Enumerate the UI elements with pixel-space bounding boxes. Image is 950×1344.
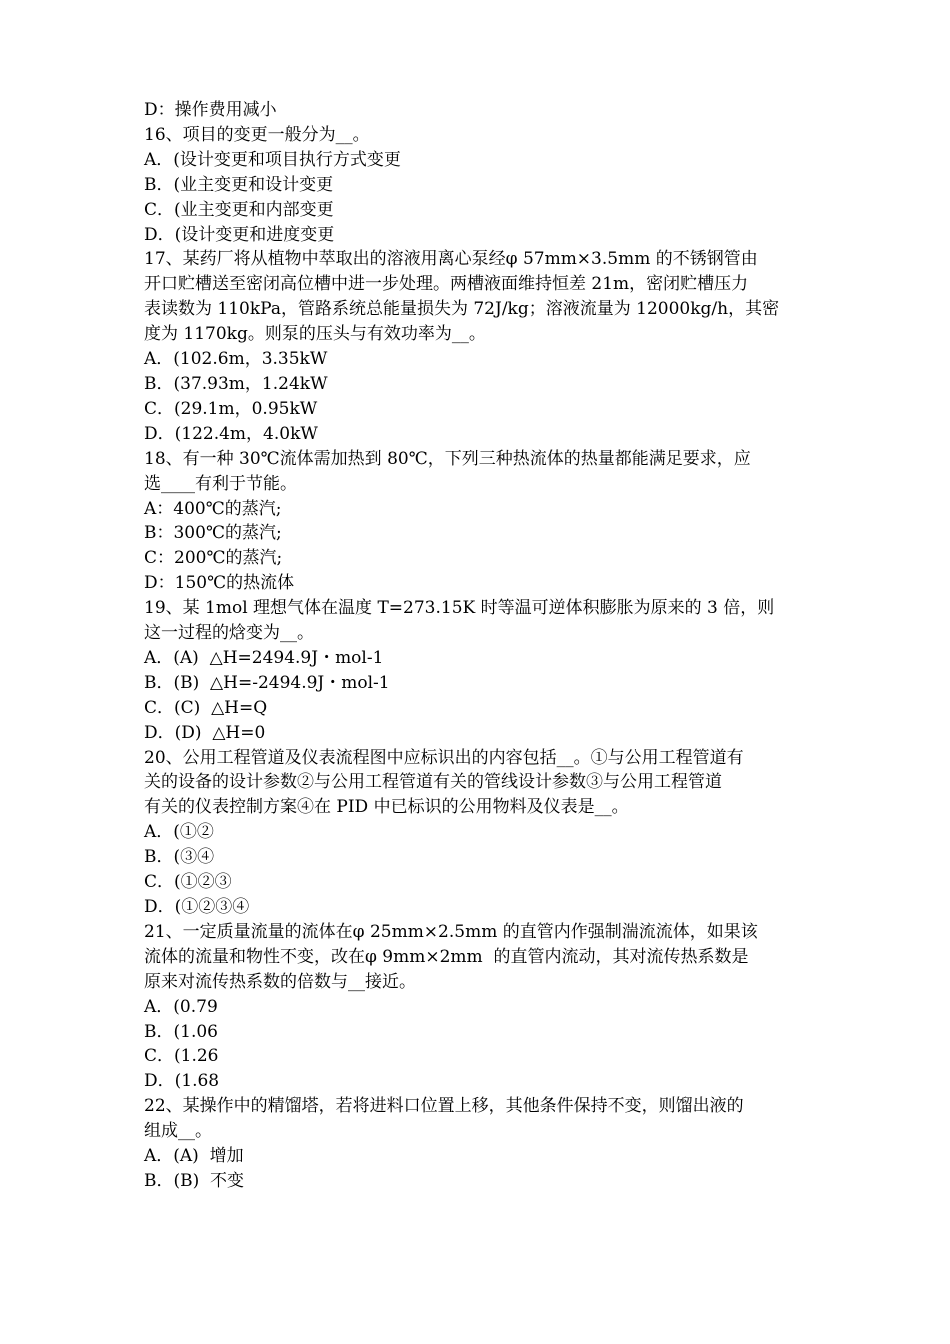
option-d-q15: D：操作费用减小 <box>144 100 277 120</box>
option-b-q17: B．(37.93m，1.24kW <box>144 373 328 394</box>
option-b-q16: B．(业主变更和设计变更 <box>144 174 334 195</box>
option-c-q21: C．(1.26 <box>144 1046 219 1067</box>
option-b-q22: B．(B) 不变 <box>144 1170 245 1191</box>
option-a-q16: A．(设计变更和项目执行方式变更 <box>144 149 401 170</box>
question-16: 16、项目的变更一般分为__。 <box>144 124 370 145</box>
option-a-q20: A．(①② <box>144 822 214 843</box>
question-22-line-2: 组成__。 <box>144 1121 212 1142</box>
option-c-q19: C．(C) △H=Q <box>144 697 268 718</box>
option-b-q19: B．(B) △H=-2494.9J・mol-1 <box>144 672 390 693</box>
option-d-q20: D．(①②③④ <box>144 897 250 917</box>
question-20-line-1: 20、公用工程管道及仪表流程图中应标识出的内容包括__。①与公用工程管道有 <box>144 747 744 768</box>
question-18-line-1: 18、有一种 30℃流体需加热到 80℃，下列三种热流体的热量都能满足要求，应 <box>144 448 751 469</box>
option-d-q19: D．(D) △H=0 <box>144 722 266 743</box>
option-d-q21: D．(1.68 <box>144 1071 220 1092</box>
option-c-q18: C：200℃的蒸汽; <box>144 548 283 569</box>
option-a-q21: A．(0.79 <box>144 996 218 1017</box>
option-c-q16: C．(业主变更和内部变更 <box>144 199 334 220</box>
option-a-q22: A．(A) 增加 <box>144 1146 244 1167</box>
option-b-q20: B．(③④ <box>144 847 215 868</box>
question-17-line-4: 度为 1170kg。则泵的压头与有效功率为__。 <box>144 324 486 345</box>
question-20-line-2: 关的设备的设计参数②与公用工程管道有关的管线设计参数③与公用工程管道 <box>144 772 722 793</box>
option-d-q16: D．(设计变更和进度变更 <box>144 224 335 245</box>
option-a-q19: A．(A) △H=2494.9J・mol-1 <box>144 647 384 668</box>
option-b-q18: B：300℃的蒸汽; <box>144 523 282 544</box>
option-b-q21: B．(1.06 <box>144 1021 218 1042</box>
question-21-line-3: 原来对流传热系数的倍数与__接近。 <box>144 971 416 992</box>
question-17-line-2: 开口贮槽送至密闭高位槽中进一步处理。两槽液面维持恒差 21m，密闭贮槽压力 <box>144 274 749 295</box>
question-21-line-2: 流体的流量和物性不变，改在φ 9mm×2mm 的直管内流动，其对流传热系数是 <box>144 946 749 967</box>
question-17-line-3: 表读数为 110kPa，管路系统总能量损失为 72J/kg；溶液流量为 12000kg/h，其密 <box>144 299 780 320</box>
option-d-q18: D：150℃的热流体 <box>144 573 295 594</box>
question-18-line-2: 选____有利于节能。 <box>144 473 297 494</box>
question-21-line-1: 21、一定质量流量的流体在φ 25mm×2.5mm 的直管内作强制湍流流体，如果该 <box>144 921 758 942</box>
question-20-line-3: 有关的仪表控制方案④在 PID 中已标识的公用物料及仪表是__。 <box>144 797 629 818</box>
option-d-q17: D．(122.4m，4.0kW <box>144 423 318 444</box>
document-page <box>144 98 814 1194</box>
question-17-line-1: 17、某药厂将从植物中萃取出的溶液用离心泵经φ 57mm×3.5mm 的不锈钢管由 <box>144 249 758 270</box>
option-a-q18: A：400℃的蒸汽; <box>144 498 282 519</box>
question-19-line-1: 19、某 1mol 理想气体在温度 T=273.15K 时等温可逆体积膨胀为原来的 3 倍，则 <box>144 598 775 619</box>
question-19-line-2: 这一过程的焓变为__。 <box>144 623 314 644</box>
option-c-q20: C．(①②③ <box>144 872 232 893</box>
question-22-line-1: 22、某操作中的精馏塔，若将进料口位置上移，其他条件保持不变，则馏出液的 <box>144 1096 744 1117</box>
option-a-q17: A．(102.6m，3.35kW <box>144 349 328 370</box>
option-c-q17: C．(29.1m，0.95kW <box>144 398 318 419</box>
